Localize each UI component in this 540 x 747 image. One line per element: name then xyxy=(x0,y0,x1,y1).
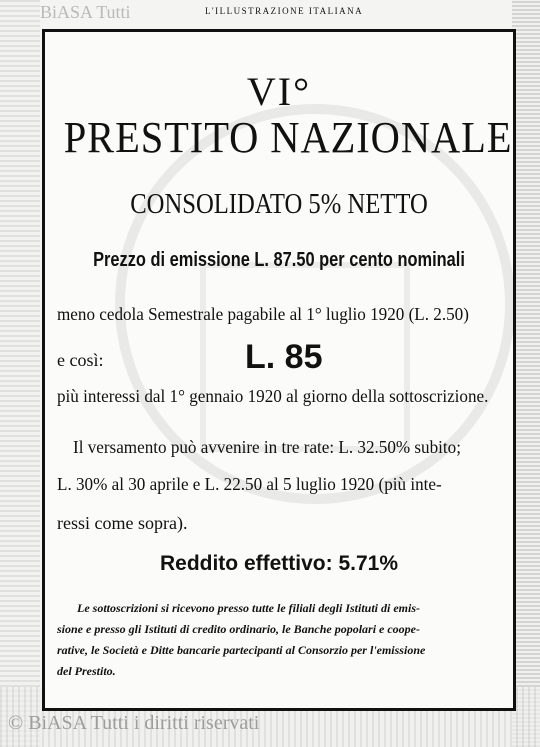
scan-edge-left xyxy=(0,0,40,747)
note-line: del Prestito. xyxy=(57,664,116,678)
scan-edge-right xyxy=(512,0,540,747)
payment-line-2: L. 30% al 30 aprile e L. 22.50 al 5 luglio 1920 (più inte- xyxy=(57,474,442,494)
copyright-watermark: © BiASA Tutti i diritti riservati xyxy=(8,712,260,734)
coupon-line: meno cedola Semestrale pagabile al 1° luglio 1920 (L. 2.50) xyxy=(57,304,469,324)
cosi-label: e così: xyxy=(57,350,104,370)
net-price: L. 85 xyxy=(245,338,323,376)
issue-price: Prezzo di emissione L. 87.50 per cento nominali xyxy=(93,249,465,271)
note-line: sione e presso gli Istituti di credito ordinario, le Banche popolari e coope- xyxy=(57,622,420,636)
effective-yield: Reddito effettivo: 5.71% xyxy=(159,552,399,575)
payment-line-3: ressi come sopra). xyxy=(57,513,188,533)
payment-line-1: Il versamento può avvenire in tre rate: L. 32.50% subito; xyxy=(73,437,461,457)
advertisement-frame xyxy=(42,29,516,711)
interest-line: più interessi dal 1° gennaio 1920 al giorno della sottoscrizione. xyxy=(57,386,489,406)
ad-title: PRESTITO NAZIONALE xyxy=(63,113,513,162)
ad-subtitle: CONSOLIDATO 5% NETTO xyxy=(130,189,428,220)
header-watermark: BiASA Tutti xyxy=(40,2,131,22)
note-line: rative, le Società e Ditte bancarie partecipanti al Consorzio per l'emissione xyxy=(57,643,426,657)
running-head: L'ILLUSTRAZIONE ITALIANA xyxy=(205,6,364,16)
loan-ordinal: VI° xyxy=(246,69,312,114)
note-line: Le sottoscrizioni si ricevono presso tutte le filiali degli Istituti di emis- xyxy=(77,601,421,615)
subscription-notes xyxy=(57,598,505,682)
